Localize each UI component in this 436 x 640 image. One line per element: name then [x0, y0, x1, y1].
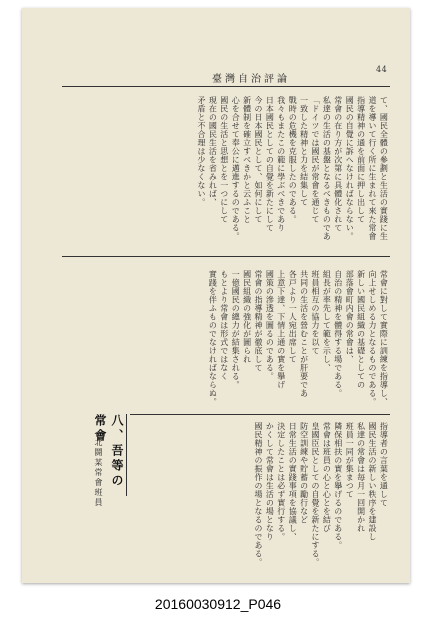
text-column: 共同の生活を營むことが肝要であ: [299, 270, 309, 398]
text-column: 國民精神の振作の場となるのである。: [253, 422, 263, 567]
text-column: 指導者の言葉を通して: [379, 422, 389, 507]
text-column: 道を導いて行く所に生まれて來た常會: [367, 96, 377, 241]
text-column: 決定したことは必ず實行する。: [276, 422, 286, 541]
text-column: 自治の精神を體得する場である。: [333, 270, 343, 398]
header-rule: [62, 86, 390, 87]
text-column: 新しい國民組織の基礎としての: [356, 270, 366, 389]
text-column: 國民の自覺に訴へなければならない。: [345, 96, 355, 241]
text-column: 皇國臣民としての自覺を新たにする。: [310, 422, 320, 567]
section-heading: 八、吾等の常會: [110, 414, 127, 496]
text-column: 日常生活の實踐事項を協議し、: [288, 422, 298, 541]
text-column: 實踐を伴ふものでなければならぬ。: [208, 270, 218, 406]
text-column: もとより常會は形式ではなく: [219, 270, 229, 381]
tier-divider-top: [62, 256, 390, 257]
document-page: [22, 8, 410, 583]
text-column: 新體制を確立すべきかと云ふこと: [242, 96, 252, 224]
text-column: て、國民全體の參劃と生活の實踐に生: [379, 96, 389, 241]
text-column: 隣保相扶の實を擧げるのである。: [333, 422, 343, 550]
text-column: 班員相互の協力を以て: [310, 270, 320, 355]
text-column: 部落會町内會の常會は、: [345, 270, 355, 364]
text-column: 國民生活の新しい秩序を建設し: [367, 422, 377, 541]
text-column: 上意下達、下情上通の實を擧げ: [276, 270, 286, 389]
text-column: 現在の國民生活を省みれば、: [208, 96, 218, 207]
text-column: 防空訓練や貯蓄の勵行など: [299, 422, 309, 524]
text-column: 一致した精神と力を結集して: [299, 96, 309, 207]
text-column: 國策の滲透を圖るのである。: [265, 270, 275, 381]
text-column: 私達の生活の基盤となるべきものであ: [322, 96, 332, 241]
text-column: 「ドイツでは國民が常會を通じて: [310, 96, 320, 224]
text-column: 各戸より一人宛出席して: [288, 270, 298, 364]
text-column: 班員一同が集まつて: [345, 422, 355, 499]
text-column: 向上せしめる力となるものである。: [367, 270, 377, 406]
text-column: 常會の指導精神が徹底して: [253, 270, 263, 372]
text-column: 戰時の危機を克服したのである。: [288, 96, 298, 224]
text-column: 矛盾と不合理は少なくない。: [196, 96, 206, 207]
author-byline: 北鬪某常會班員: [94, 438, 103, 508]
text-column: 心を合せて奉公に邁進するのである。: [231, 96, 241, 241]
image-caption: 20160030912_P046: [154, 596, 282, 612]
text-column: 常會は班員の心と心とを結び: [322, 422, 332, 533]
text-column: 指導精神の通を前面に押し出して: [356, 96, 366, 224]
text-column: 國民の生活と思想とを一つにして: [219, 96, 229, 224]
text-column: 常會の在り方が次第に具體化されて: [333, 96, 343, 232]
running-head: 臺灣自治評論: [212, 74, 290, 85]
text-column: 今の日本國民として、如何にして: [253, 96, 263, 224]
text-column: 常會に對して實際に訓練を指導し、: [379, 270, 389, 406]
page-number: 44: [376, 65, 388, 74]
text-column: 私達の常會は毎月一回開かれ: [356, 422, 366, 533]
text-column: 我々もまたこの範に學ぶべきであり: [276, 96, 286, 232]
text-column: 日本國民としての自覺を新たにして: [265, 96, 275, 232]
tier-divider-middle: [130, 414, 390, 415]
text-column: かくして常會は生活の場となり: [265, 422, 275, 541]
text-column: 一億國民の總力が結集される。: [231, 270, 241, 389]
text-column: 組長が率先して範を示し、: [322, 270, 332, 372]
text-column: 國民組織の強化が圖られ: [242, 270, 252, 364]
